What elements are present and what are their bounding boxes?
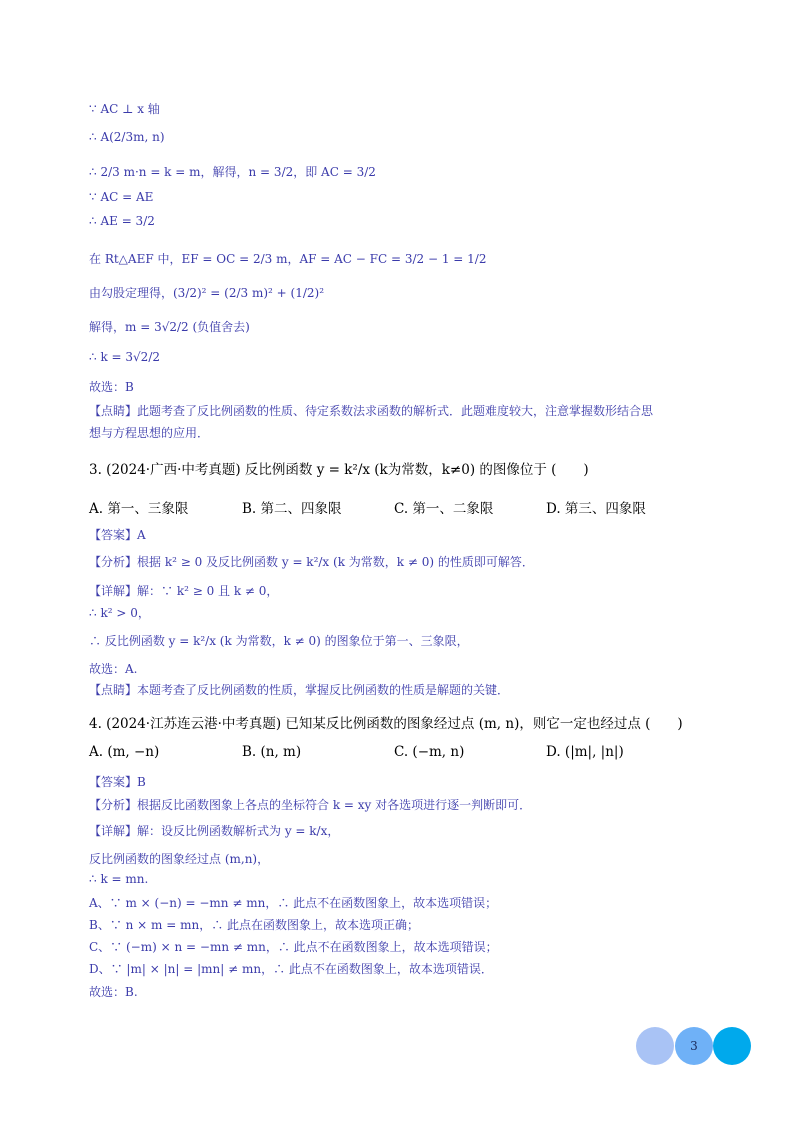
question-3-stem: 3. (2024·广西·中考真题) 反比例函数 y = k²/x (k为常数，k≠0) 的图像位于 ( ) — [89, 462, 589, 478]
question-4-detail-7: D、∵ |m| × |n| = |mn| ≠ mn，∴ 此点不在函数图象上，故本选项错误． — [89, 962, 493, 976]
question-4-detail-8: 故选：B. — [89, 985, 138, 999]
question-3-option-d: D. 第三、四象限 — [546, 501, 646, 517]
question-4-option-b: B. (n, m) — [242, 744, 302, 760]
question-4-detail-4: A、∵ m × (−n) = −mn ≠ mn，∴ 此点不在函数图象上，故本选项错误； — [89, 896, 498, 910]
solution-line-5: ∴ AE = 3/2 — [89, 214, 155, 228]
question-4-option-d: D. (|m|, |n|) — [546, 744, 624, 760]
solution-line-10: 故选：B — [89, 380, 134, 394]
remark-line-1: 【点睛】此题考查了反比例函数的性质、待定系数法求函数的解析式．此题难度较大，注意掌握数形结合思 — [89, 404, 654, 418]
solution-line-8: 解得，m = 3√2/2 (负值舍去) — [89, 320, 250, 334]
question-3-detail-3: ∴ 反比例函数 y = k²/x (k 为常数，k ≠ 0) 的图象位于第一、三象限， — [89, 634, 469, 648]
page-number: 3 — [675, 1027, 713, 1065]
question-3-remark: 【点睛】本题考查了反比例函数的性质，掌握反比例函数的性质是解题的关键． — [89, 683, 510, 697]
question-3-option-a: A. 第一、三象限 — [89, 501, 189, 517]
question-3-detail-1: 【详解】解：∵ k² ≥ 0 且 k ≠ 0， — [89, 584, 279, 598]
question-3-answer: 【答案】A — [89, 528, 146, 542]
question-4-option-c: C. (−m, n) — [394, 744, 465, 760]
badge-circle-right — [713, 1027, 751, 1065]
solution-line-6: 在 Rt△AEF 中，EF = OC = 2/3 m，AF = AC − FC = 3/2 − 1 = 1/2 — [89, 252, 487, 266]
solution-line-9: ∴ k = 3√2/2 — [89, 350, 160, 364]
question-4-detail-1: 【详解】解：设反比例函数解析式为 y = k/x， — [89, 824, 340, 838]
remark-line-2: 想与方程思想的应用． — [89, 426, 210, 440]
question-3-detail-4: 故选：A. — [89, 662, 138, 676]
question-4-detail-5: B、∵ n × m = mn，∴ 此点在函数图象上，故本选项正确； — [89, 918, 420, 932]
solution-line-1: ∵ AC ⊥ x 轴 — [89, 102, 160, 116]
question-3-analysis: 【分析】根据 k² ≥ 0 及反比例函数 y = k²/x (k 为常数，k ≠ 0) 的性质即可解答． — [89, 555, 534, 569]
question-3-option-b: B. 第二、四象限 — [242, 501, 342, 517]
question-4-answer: 【答案】B — [89, 775, 146, 789]
solution-line-2: ∴ A(2/3m, n) — [89, 130, 165, 144]
question-4-detail-3: ∴ k = mn. — [89, 872, 149, 886]
question-4-detail-6: C、∵ (−m) × n = −mn ≠ mn，∴ 此点不在函数图象上，故本选项错误； — [89, 940, 498, 954]
question-3-detail-2: ∴ k² > 0， — [89, 606, 150, 620]
solution-line-4: ∵ AC = AE — [89, 190, 154, 204]
badge-circle-left — [636, 1027, 674, 1065]
question-4-detail-2: 反比例函数的图象经过点 (m,n)， — [89, 852, 270, 866]
solution-line-3: ∴ 2/3 m·n = k = m，解得，n = 3/2，即 AC = 3/2 — [89, 165, 376, 179]
question-4-analysis: 【分析】根据反比函数图象上各点的坐标符合 k = xy 对各选项进行逐一判断即可． — [89, 798, 532, 812]
question-4-option-a: A. (m, −n) — [89, 744, 160, 760]
solution-line-7: 由勾股定理得，(3/2)² = (2/3 m)² + (1/2)² — [89, 286, 325, 300]
page-number-badge — [636, 1027, 752, 1067]
question-4-stem: 4. (2024·江苏连云港·中考真题) 已知某反比例函数的图象经过点 (m, n)，则它一定也经过点 ( ) — [89, 716, 683, 732]
question-3-option-c: C. 第一、二象限 — [394, 501, 494, 517]
